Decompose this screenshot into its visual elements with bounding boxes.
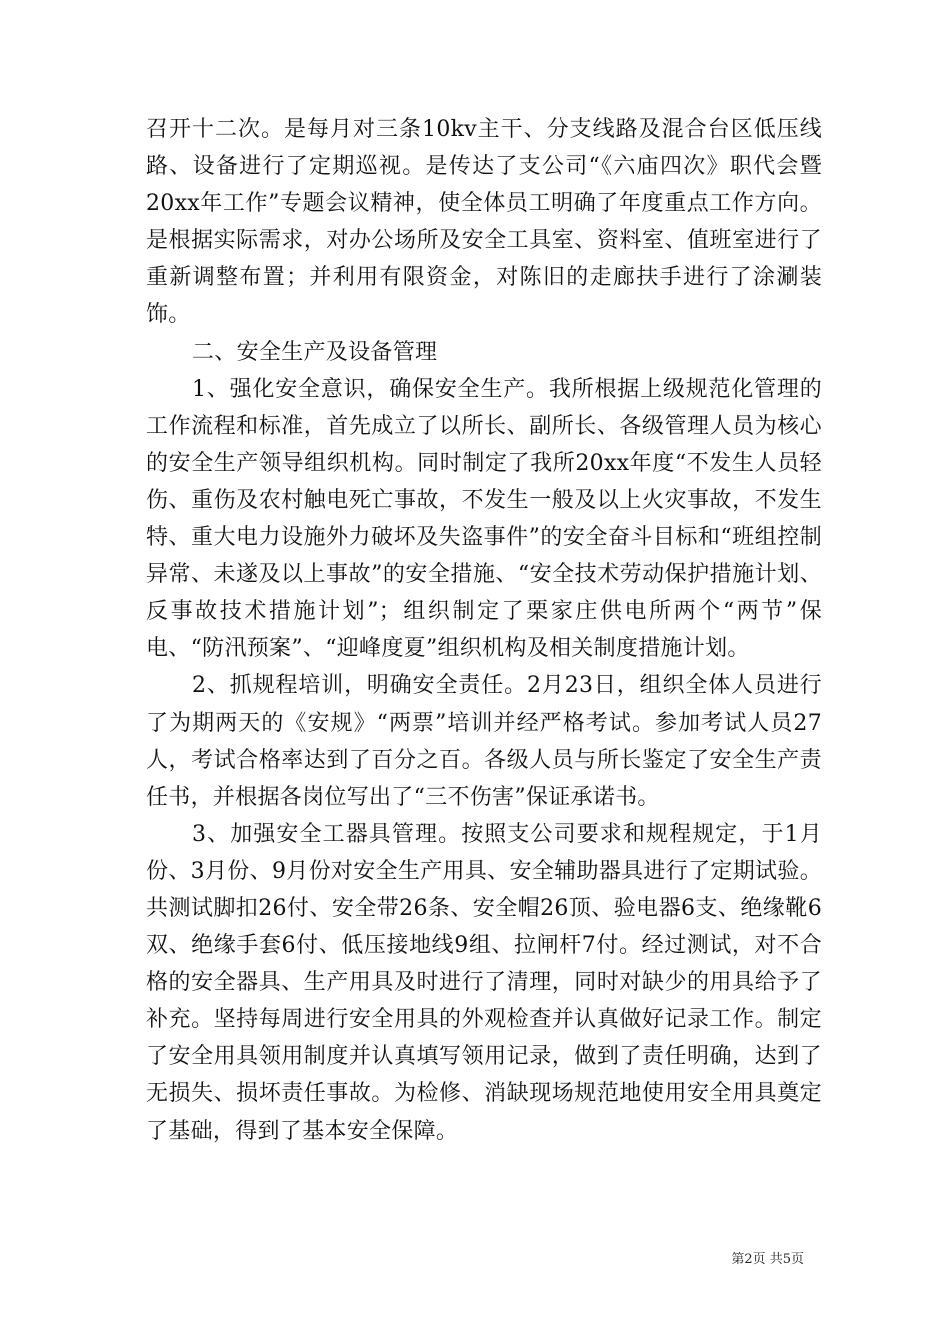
document-body — [146, 111, 822, 1150]
paragraph-1: 1、强化安全意识，确保安全生产。我所根据上级规范化管理的工作流程和标准，首先成立了以所长、副所长、各级管理人员为核心的安全生产领导组织机构。同时制定了我所20xx年度“不发生人员轻伤、重伤及农村触电死亡事故，不发生一般及以上火灾事故，不发生特、重大电力设施外力破坏及失盗事件”的安全奋斗目标和“班组控制异常、未遂及以上事故”的安全措施、“安全技术劳动保护措施计划、反事故技术措施计划”；组织制定了栗家庄供电所两个“两节”保电、“防汛预案”、“迎峰度夏”组织机构及相关制度措施计划。 — [146, 376, 822, 662]
paragraph-continuation: 召开十二次。是每月对三条10kv主干、分支线路及混合台区低压线路、设备进行了定期巡视。是传达了支公司“《六庙四次》职代会暨20xx年工作”专题会议精神，使全体员工明确了年度重点工作方向。是根据实际需求，对办公场所及安全工具室、资料室、值班室进行了重新调整布置；并利用有限资金，对陈旧的走廊扶手进行了涂涮装饰。 — [146, 117, 822, 328]
page-footer: 第2页 共5页 — [731, 1252, 804, 1267]
section-heading: 二、安全生产及设备管理 — [192, 339, 438, 365]
paragraph-3: 3、加强安全工器具管理。按照支公司要求和规程规定，于1月份、3月份、9月份对安全生产用具、安全辅助器具进行了定期试验。共测试脚扣26付、安全带26条、安全帽26顶、验电器6支、绝缘靴6双、绝缘手套6付、低压接地线9组、拉闸杆7付。经过测试，对不合格的安全器具、生产用具及时进行了清理，同时对缺少的用具给予了补充。坚持每周进行安全用具的外观检查并认真做好记录工作。制定了安全用具领用制度并认真填写领用记录，做到了责任明确，达到了无损失、损坏责任事故。为检修、消缺现场规范地使用安全用具奠定了基础，得到了基本安全保障。 — [146, 821, 822, 1144]
paragraph-2: 2、抓规程培训，明确安全责任。2月23日，组织全体人员进行了为期两天的《安规》“两票”培训并经严格考试。参加考试人员27人，考试合格率达到了百分之百。各级人员与所长鉴定了安全生产责任书，并根据各岗位写出了“三不伤害”保证承诺书。 — [146, 673, 822, 810]
